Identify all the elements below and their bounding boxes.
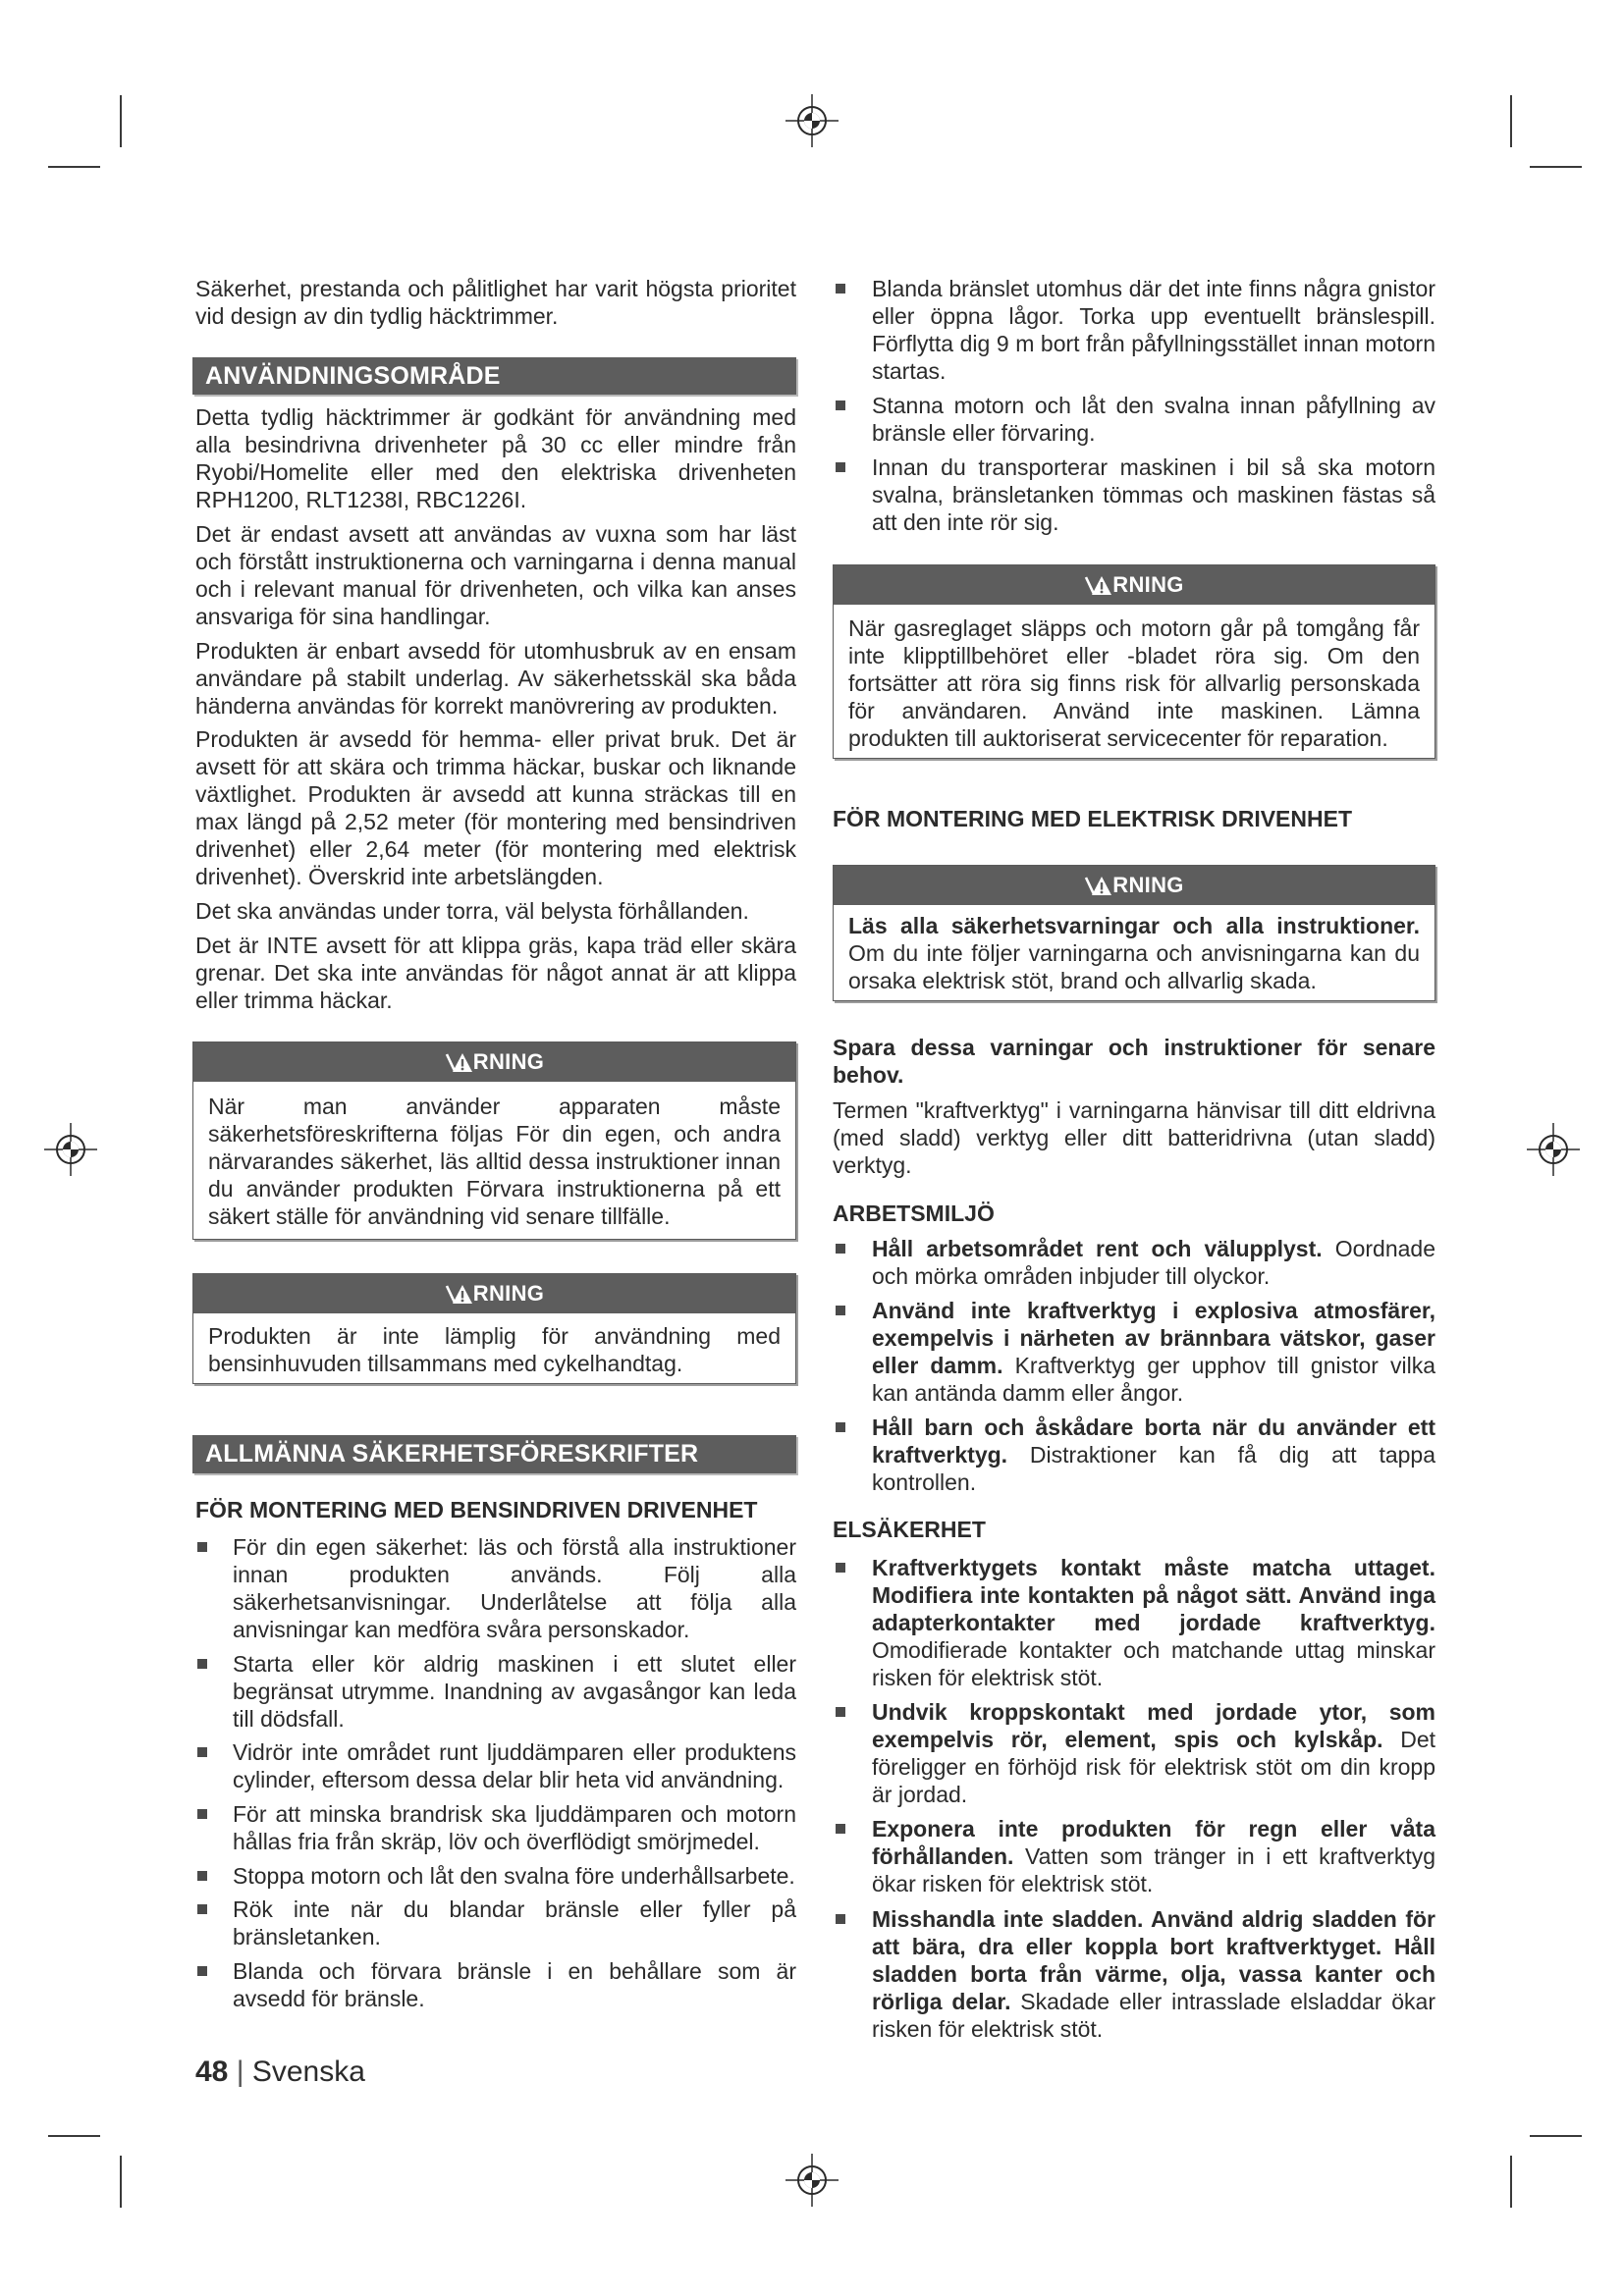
crop-mark [1530, 2135, 1582, 2137]
crop-mark [120, 2156, 122, 2208]
list-item-text: Vatten som tränger in i ett kraftverktyg ökar risken för elektrisk stöt. [872, 1843, 1435, 1897]
warning-box [833, 564, 1435, 759]
list-item [195, 1533, 796, 1643]
warning-triangle-icon [1084, 875, 1113, 896]
subheading-electric-assembly: FÖR MONTERING MED ELEKTRISK DRIVENHET [833, 806, 1353, 831]
warning-detail: Om du inte följer varningarna och anvisningarna kan du orsaka elektrisk stöt, brand och allvarlig skada. [848, 940, 1420, 993]
page-footer [195, 2055, 365, 2090]
registration-mark-icon [41, 1120, 100, 1179]
list-item-text: Vidrör inte området runt ljuddämparen eller produktens cylinder, eftersom dessa delar blir heta vid användning. [233, 1739, 796, 1793]
section-header-general-safety: ALLMÄNNA SÄKERHETSFÖRESKRIFTER [192, 1435, 796, 1473]
warning-text: När gasreglaget släpps och motorn går på tomgång får inte klipptillbehöret eller -bladet röra sig. Om den fortsätter att röra sig finns risk för allvarlig personskada för användaren. Använd inte maskinen. Lämna produkten till auktoriserat servicecenter för reparation. [848, 615, 1420, 751]
subheading-electrical-safety: ELSÄKERHET [833, 1517, 986, 1542]
list-item-text: Oordnade och mörka områden inbjuder till olyckor. [872, 1236, 1435, 1289]
list-item [833, 1815, 1435, 1897]
list-item [833, 1554, 1435, 1691]
paragraph: Produkten är avsedd för hemma- eller privat bruk. Det är avsett för att skära och trimma häckar, buskar och liknande växtlighet. Produkten är avsedd att kunna sträckas till en max längd på 2,52 meter (för montering med bensindriven drivenhet) eller 2,64 meter (för montering med elektrisk drivenhet). Överskrid inte arbetslängden. [195, 726, 796, 890]
list-item-text: Skadade eller intrasslade elsladdar ökar risken för elektrisk stöt. [872, 1988, 1435, 2042]
crop-mark [1530, 166, 1582, 168]
electrical-safety-list [833, 1554, 1435, 2050]
footer-language: Svenska [251, 2056, 365, 2088]
fuel-safety-list [833, 275, 1435, 544]
intro-text: Säkerhet, prestanda och pålitlighet har varit högsta prioritet vid design av din tydlig häcktrimmer. [195, 276, 796, 329]
list-item-text: Blanda och förvara bränsle i en behållare som är avsedd för bränsle. [233, 1958, 796, 2012]
list-item-text: Stoppa motorn och låt den svalna före underhållsarbete. [233, 1862, 795, 1889]
list-item-text: Distraktioner kan få dig att tappa kontrollen. [872, 1442, 1435, 1496]
warning-box [833, 865, 1435, 1001]
page-number: 48 [195, 2056, 229, 2088]
list-item [833, 392, 1435, 447]
list-item-text: Blanda bränslet utomhus där det inte finns några gnistor eller öppna lågor. Torka upp eventuellt bränslespill. Förflytta dig 9 m bort från påfyllningsstället innan motorn startas. [872, 276, 1435, 384]
crop-mark [48, 166, 100, 168]
registration-mark-icon [1524, 1120, 1583, 1179]
list-item-text: Det föreligger en förhöjd risk för elektrisk stöt om din kropp är jordad. [872, 1727, 1435, 1808]
list-item-lead: Kraftverktygets kontakt måste matcha uttaget. Modifiera inte kontakten på något sätt. Använd inga adapterkontakter med jordade kraftverktyg. [872, 1555, 1435, 1635]
work-area-list [833, 1235, 1435, 1504]
list-item-lead: Håll arbetsområdet rent och välupplyst. [872, 1236, 1323, 1261]
list-item [195, 1957, 796, 2012]
warning-lead: Läs alla säkerhetsvarningar och alla instruktioner. [848, 913, 1420, 938]
list-item-text: Omodifierade kontakter och matchande uttag minskar risken för elektrisk stöt. [872, 1637, 1435, 1690]
list-item [833, 1414, 1435, 1496]
warning-box [192, 1041, 796, 1240]
paragraph: Produkten är enbart avsedd för utomhusbruk av en ensam användare på stabilt underlag. Av säkerhetsskäl ska båda händerna användas för korrekt manövrering av produkten. [195, 637, 796, 719]
paragraph: Detta tydlig häcktrimmer är godkänt för användning med alla besindrivna drivenheter på 30 cc eller mindre från Ryobi/Homelite eller med den elektriska drivenheten RPH1200, RLT1238I, RBC1226I. [195, 404, 796, 512]
section-header-usage: ANVÄNDNINGSOMRÅDE [192, 357, 796, 395]
list-item-lead: Undvik kroppskontakt med jordade ytor, som exempelvis rör, element, spis och kylskåp. [872, 1699, 1435, 1753]
list-item-lead: Misshandla inte sladden. Använd aldrig sladden för att bära, dra eller koppla bort kraftverktyget. Håll sladden borta från värme, olja, vassa kanter och rörliga delar. [872, 1905, 1435, 2014]
warning-triangle-icon [445, 1283, 474, 1305]
list-item [833, 1297, 1435, 1407]
intro-paragraph [195, 275, 796, 337]
list-item-text: Starta eller kör aldrig maskinen i ett slutet eller begränsat utrymme. Inandning av avgasångor kan leda till dödsfall. [233, 1650, 796, 1732]
list-item-text: Innan du transporterar maskinen i bil så ska motorn svalna, bränsletanken tömmas och maskinen fästas så att den inte rör sig. [872, 454, 1435, 536]
list-item [195, 1738, 796, 1793]
warning-header [834, 866, 1435, 905]
list-item [833, 1235, 1435, 1290]
list-item [195, 1800, 796, 1855]
list-item-text: Kraftverktyg ger upphov till gnistor vilka kan antända damm eller ångor. [872, 1353, 1435, 1407]
warning-text: Produkten är inte lämplig för användning med bensinhuvuden tillsammans med cykelhandtag. [208, 1323, 781, 1376]
list-item-text: För din egen säkerhet: läs och förstå alla instruktioner innan produkten används. Följ alla säkerhetsanvisningar. Underlåtelse att följa alla anvisningar kan medföra svåra personskador. [233, 1534, 796, 1642]
crop-mark [48, 2135, 100, 2137]
list-item-text: Rök inte när du blandar bränsle eller fyller på bränsletanken. [233, 1896, 796, 1950]
save-instructions-note: Spara dessa varningar och instruktioner för senare behov. [833, 1035, 1435, 1088]
paragraph: Det ska användas under torra, väl belysta förhållanden. [195, 898, 749, 925]
list-item [195, 1862, 796, 1890]
list-item [195, 1650, 796, 1733]
warning-box [192, 1273, 796, 1384]
list-item-text: Stanna motorn och låt den svalna innan påfyllning av bränsle eller förvaring. [872, 393, 1435, 447]
list-item-lead: Håll barn och åskådare borta när du använder ett kraftverktyg. [872, 1415, 1435, 1468]
list-item-lead: Exponera inte produkten för regn eller våta förhållanden. [872, 1816, 1435, 1870]
list-item [833, 1698, 1435, 1808]
warning-header [193, 1042, 795, 1082]
list-item-lead: Använd inte kraftverktyg i explosiva atmosfärer, exempelvis i närheten av brännbara vätskor, gaser eller damm. [872, 1298, 1435, 1379]
warning-label: RNING [1112, 873, 1184, 897]
list-item [833, 454, 1435, 536]
list-item [833, 1905, 1435, 2043]
list-item [195, 1896, 796, 1950]
paragraph: Det är INTE avsett för att klippa gräs, kapa träd eller skära grenar. Det ska inte användas för något annat är att klippa eller trimma häckar. [195, 932, 796, 1013]
warning-label: RNING [472, 1281, 545, 1306]
subheading-work-area: ARBETSMILJÖ [833, 1201, 995, 1226]
crop-mark [1510, 2156, 1512, 2208]
subheading-petrol-assembly: FÖR MONTERING MED BENSINDRIVEN DRIVENHET [195, 1497, 758, 1522]
warning-text [834, 905, 1435, 1002]
usage-paragraphs [195, 403, 796, 1021]
crop-mark [120, 95, 122, 147]
paragraph: Det är endast avsett att användas av vuxna som har läst och förstått instruktionerna och varningarna i denna manual och i relevant manual för drivenheten, och vilka kan anses ansvariga för sina handlingar. [195, 520, 796, 629]
petrol-safety-list [195, 1533, 796, 2019]
warning-label: RNING [1112, 572, 1184, 597]
list-item-text: För att minska brandrisk ska ljuddämparen och motorn hållas fria från skräp, löv och överflödigt smörjmedel. [233, 1801, 796, 1855]
registration-mark-icon [783, 91, 841, 150]
registration-mark-icon [783, 2151, 841, 2210]
footer-separator: | [236, 2056, 244, 2088]
warning-label: RNING [472, 1049, 545, 1074]
warning-header [193, 1274, 795, 1313]
warning-triangle-icon [1084, 574, 1113, 596]
warning-triangle-icon [445, 1051, 474, 1073]
warning-text: När man använder apparaten måste säkerhetsföreskrifterna följas För din egen, och andra närvarandes säkerhet, läs alltid dessa instruktioner innan du använder produkten Förvara instruktionerna på ett säkert ställe för användning vid senare tillfälle. [208, 1094, 781, 1229]
warning-header [834, 565, 1435, 605]
list-item [833, 275, 1435, 385]
power-tool-term-note: Termen "kraftverktyg" i varningarna hänvisar till ditt eldrivna (med sladd) verktyg eller ditt batteridrivna (utan sladd) verktyg. [833, 1097, 1435, 1178]
crop-mark [1510, 95, 1512, 147]
